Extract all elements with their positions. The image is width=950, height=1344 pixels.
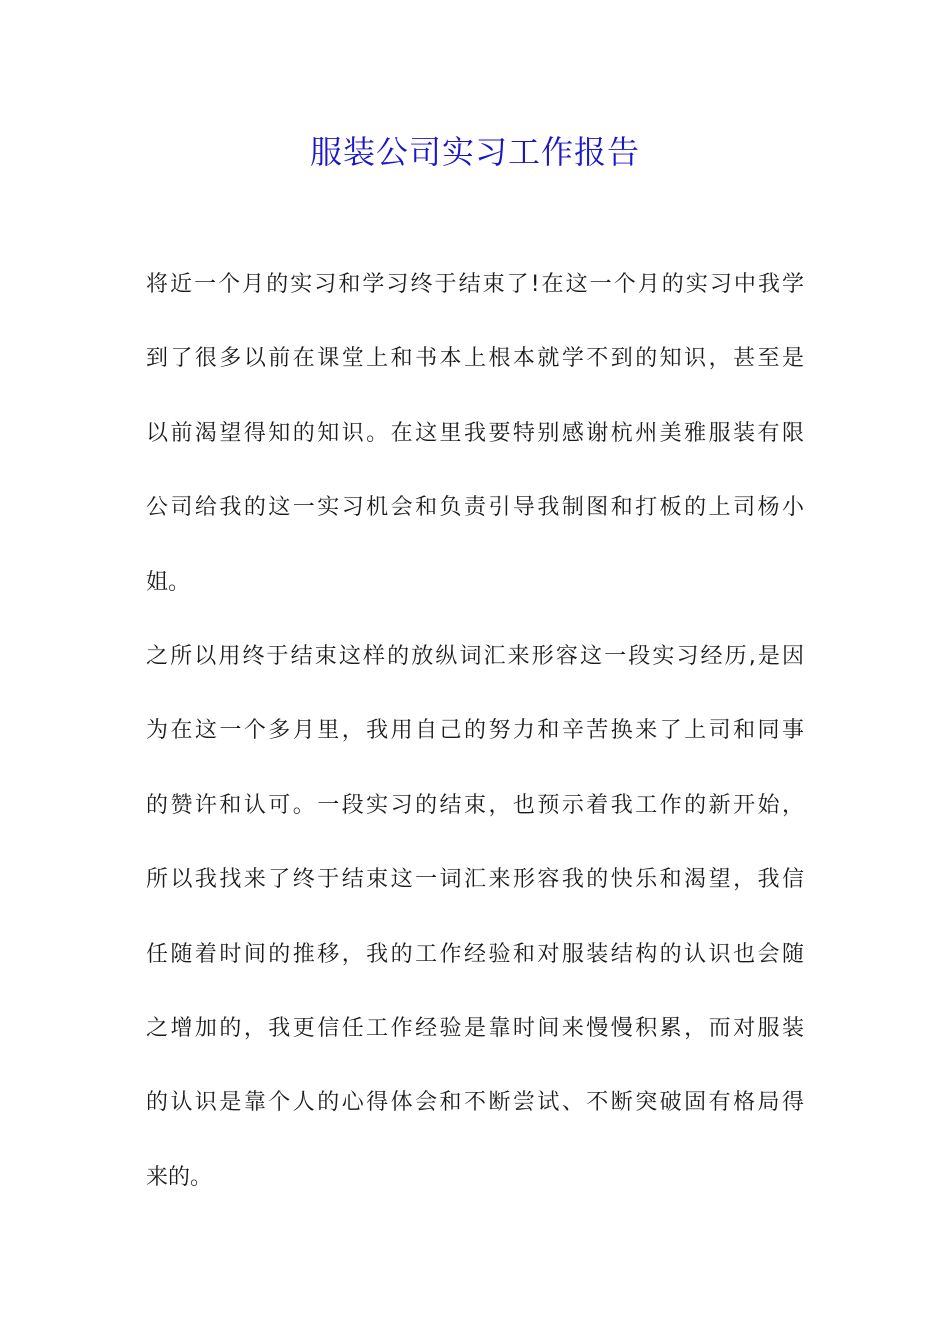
paragraph-line: 以前渴望得知的知识。在这里我要特别感谢杭州美雅服装有限 [146, 420, 804, 446]
paragraph-line: 任随着时间的推移，我的工作经验和对服装结构的认识也会随 [146, 941, 804, 967]
paragraph-line: 之所以用终于结束这样的放纵词汇来形容这一段实习经历,是因 [146, 643, 804, 669]
paragraph-line: 为在这一个多月里，我用自己的努力和辛苦换来了上司和同事 [146, 718, 804, 744]
paragraph-2 [146, 630, 804, 1225]
paragraph-line: 的赞许和认可。一段实习的结束，也预示着我工作的新开始， [146, 792, 804, 818]
paragraph-line: 的认识是靠个人的心得体会和不断尝试、不断突破固有格局得 [146, 1090, 804, 1116]
paragraph-line: 姐。 [146, 569, 191, 595]
paragraph-line: 将近一个月的实习和学习终于结束了!在这一个月的实习中我学 [146, 272, 804, 297]
paragraph-line: 之增加的，我更信任工作经验是靠时间来慢慢积累，而对服装 [146, 1015, 804, 1041]
paragraph-line: 公司给我的这一实习机会和负责引导我制图和打板的上司杨小 [146, 495, 804, 521]
paragraph-line: 来的。 [146, 1164, 213, 1190]
document-body [146, 258, 804, 1225]
paragraph-1 [146, 258, 804, 630]
document-title: 服装公司实习工作报告 [309, 133, 640, 171]
paragraph-line: 到了很多以前在课堂上和书本上根本就学不到的知识，甚至是 [146, 346, 804, 372]
paragraph-line: 所以我找来了终于结束这一词汇来形容我的快乐和渴望，我信 [146, 867, 804, 893]
